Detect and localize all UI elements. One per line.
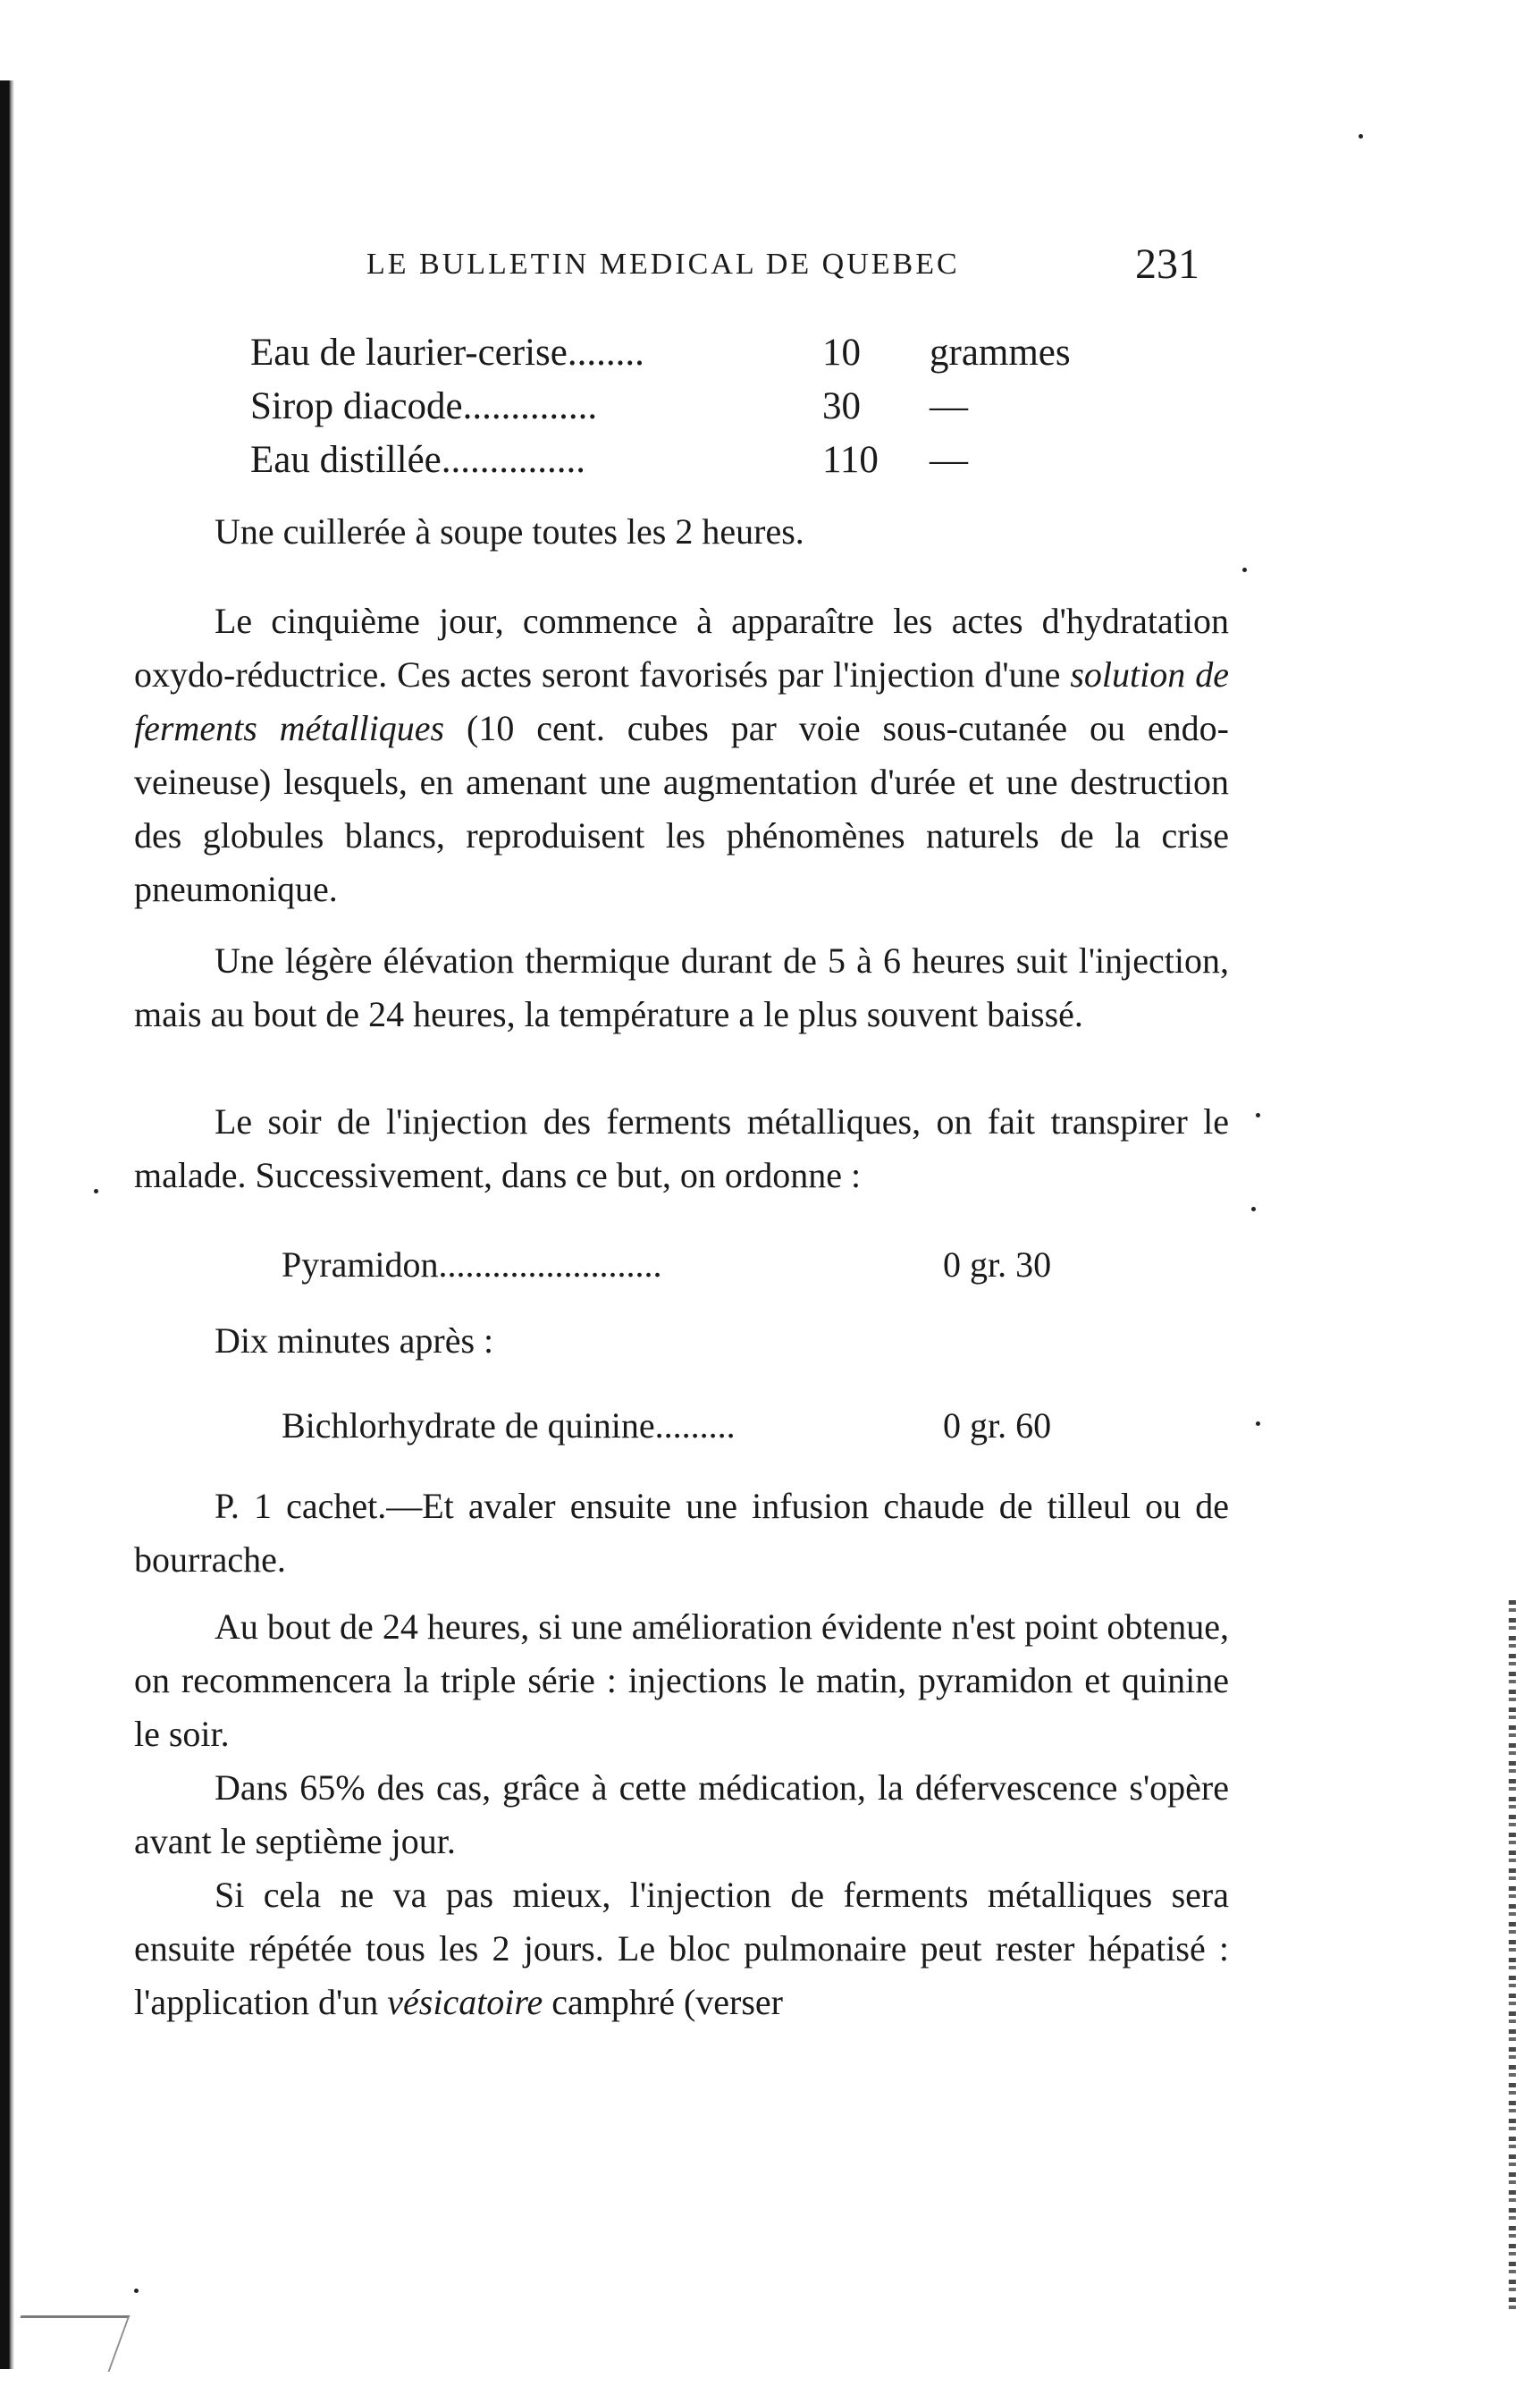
drug-amount: 0 gr. 30 — [943, 1244, 1052, 1285]
italic-term: vésicatoire — [387, 1982, 543, 2022]
paragraph-cachet: P. 1 cachet.—Et avaler ensuite une infusion chaude de tilleul ou de bourrache. — [134, 1486, 1229, 1580]
ingredient-qty: 10 — [822, 332, 861, 374]
drug-name: Bichlorhydrate de quinine......... — [282, 1405, 736, 1446]
paragraph-ten-minutes: Dix minutes après : — [215, 1320, 494, 1361]
ingredient-unit: grammes — [930, 332, 1071, 374]
italic-term: solution de ferments métalliques — [134, 654, 1229, 748]
paragraph-24-hours: Au bout de 24 heures, si une amélioration évidente n'est point obtenue, on recommencera la triple série : injections le matin, pyramidon et quinine le soir. — [134, 1606, 1229, 1754]
prescription-line — [250, 326, 1071, 380]
scan-speck — [134, 2289, 139, 2293]
scan-left-margin-rule — [0, 80, 14, 2369]
ingredient-name: Sirop diacode.............. — [250, 385, 598, 427]
drug-amount: 0 gr. 60 — [943, 1405, 1052, 1446]
paragraph-65-percent: Dans 65% des cas, grâce à cette médication, la défervescence s'opère avant le septième jour. — [134, 1767, 1229, 1861]
ingredient-name: Eau de laurier-cerise........ — [250, 332, 644, 374]
ingredient-unit: — — [930, 439, 968, 481]
scan-speck — [1359, 134, 1363, 139]
scan-speck — [1256, 1421, 1260, 1426]
ingredient-qty: 110 — [822, 439, 879, 481]
scan-corner-mark — [1, 2315, 130, 2372]
running-header: LE BULLETIN MEDICAL DE QUEBEC — [366, 248, 960, 281]
scan-speck — [94, 1189, 98, 1193]
ingredient-unit: — — [930, 385, 968, 427]
paragraph-evening: Le soir de l'injection des ferments métalliques, on fait transpirer le malade. Successivement, dans ce but, on ordonne : — [134, 1101, 1229, 1195]
drug-name: Pyramidon......................... — [282, 1244, 662, 1285]
ingredient-name: Eau distillée............... — [250, 439, 585, 481]
dose-line — [282, 1399, 1131, 1453]
page-number: 231 — [1135, 240, 1199, 288]
prescription-line — [250, 434, 968, 487]
dose-line — [282, 1238, 1131, 1292]
scan-speck — [1242, 568, 1247, 572]
scan-right-edge-noise — [1509, 1600, 1516, 2315]
paragraph-thermal: Une légère élévation thermique durant de 5 à 6 heures suit l'injection, mais au bout de 24 heures, la température a le plus souvent baissé. — [134, 940, 1229, 1034]
paragraph-dosage: Une cuillerée à soupe toutes les 2 heures. — [215, 511, 804, 552]
paragraph-if-not-better: Si cela ne va pas mieux, l'injection de ferments métalliques sera ensuite répétée tous les 2 jours. Le bloc pulmonaire peut rester hépatisé : l'application d'un vésicatoire camphré (verser — [134, 1875, 1229, 2022]
scan-speck — [1251, 1207, 1256, 1211]
scan-speck — [1256, 1113, 1260, 1117]
paragraph-fifth-day: Le cinquième jour, commence à apparaître les actes d'hydratation oxydo-réductrice. Ces actes seront favorisés par l'injection d'une solution de ferments métalliques (10 cent. cubes par voie sous-cutanée ou endo-veineuse) lesquels, en amenant une augmentation d'urée et une destruction des globules blancs, reproduisent les phénomènes naturels de la crise pneumonique. — [134, 601, 1229, 909]
ingredient-qty: 30 — [822, 385, 861, 427]
prescription-line — [250, 380, 968, 434]
